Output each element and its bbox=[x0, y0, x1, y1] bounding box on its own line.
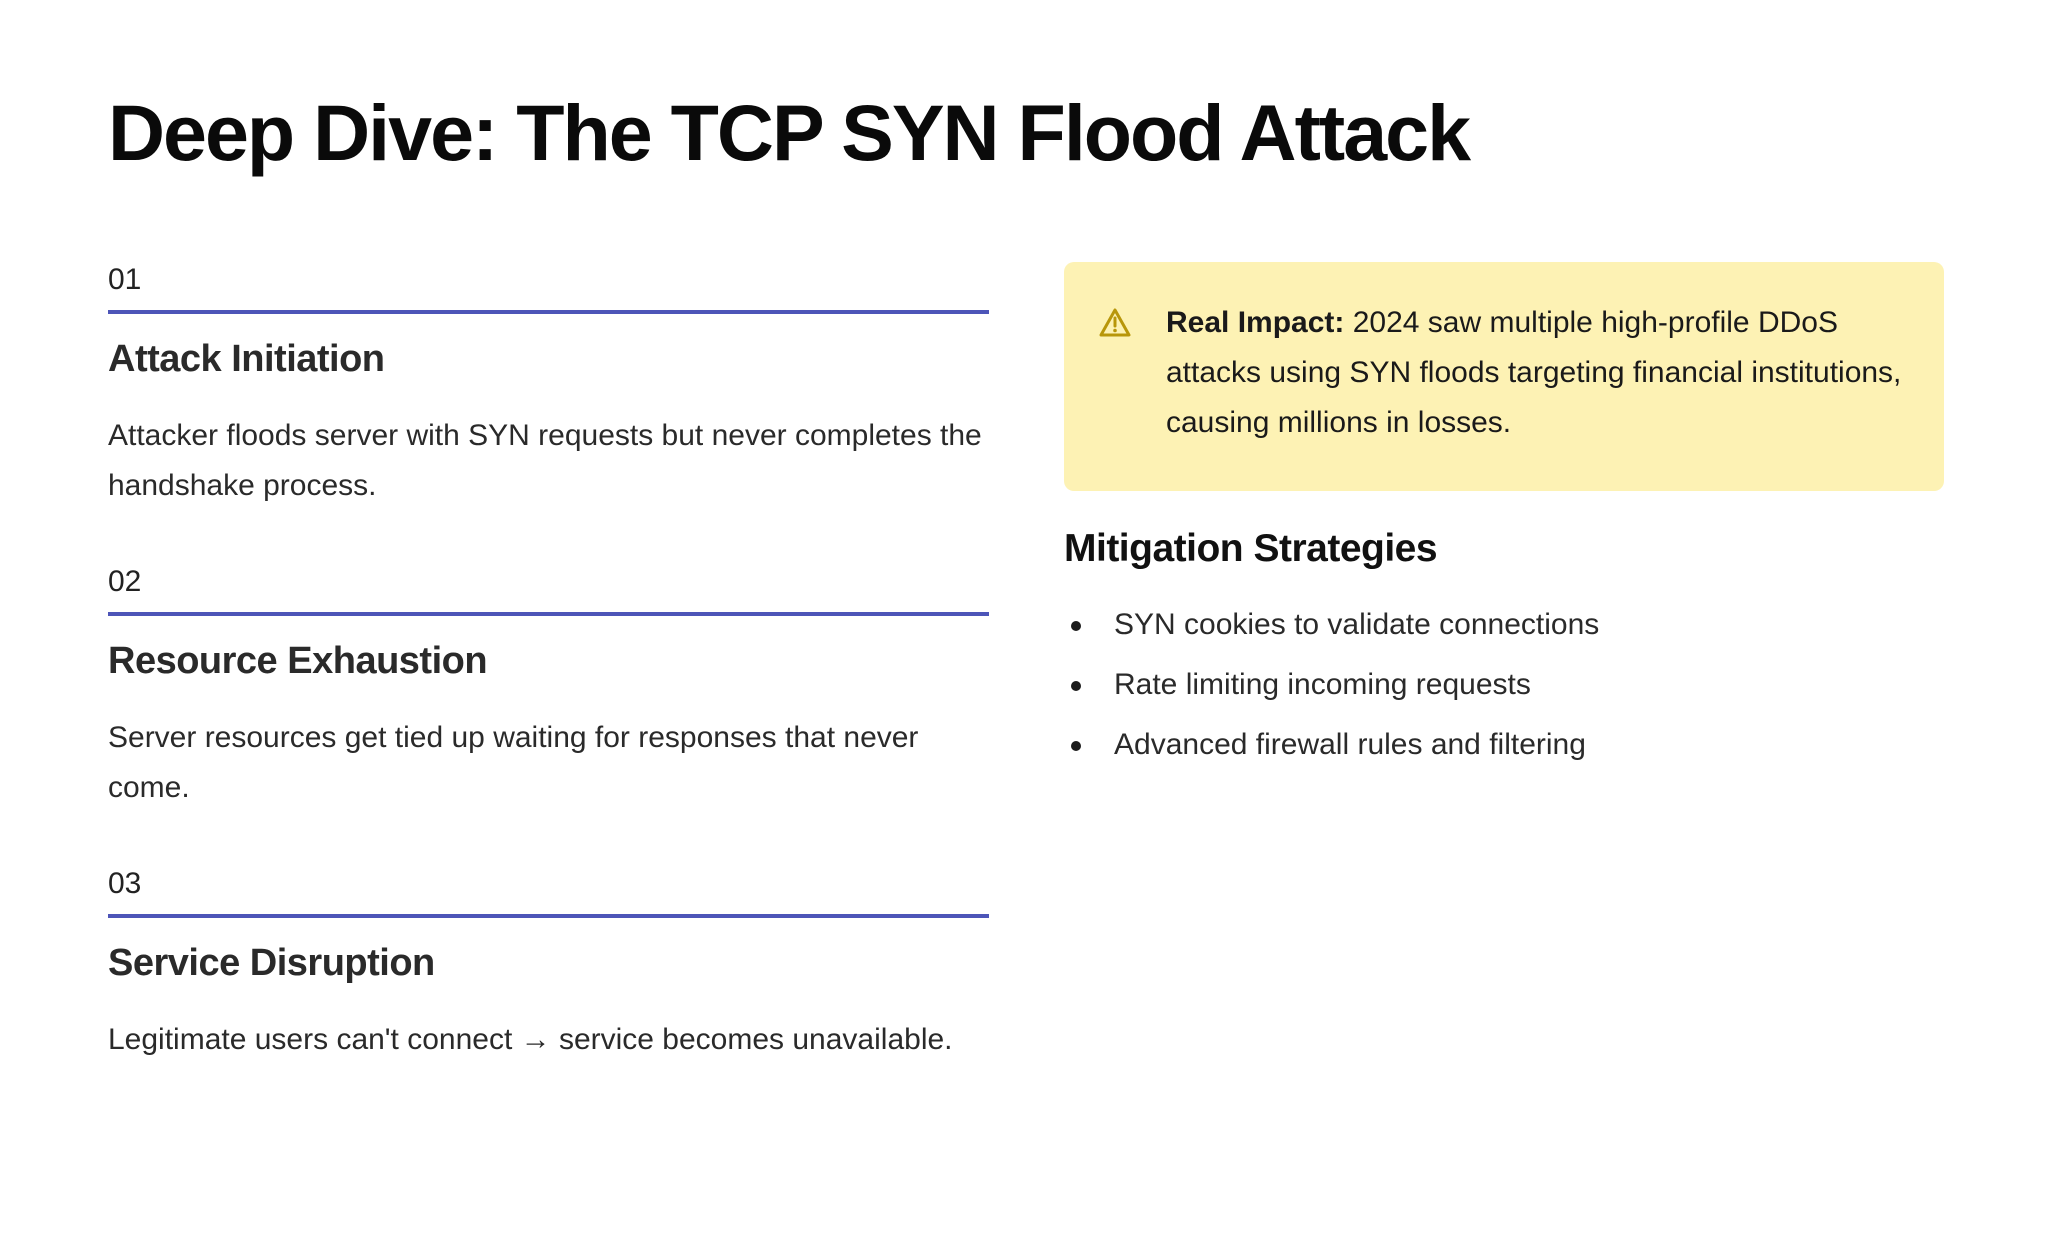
list-item bbox=[1064, 605, 1944, 645]
step-title: Attack Initiation bbox=[108, 338, 385, 380]
step-description: Legitimate users can't connect → service becomes unavailable. bbox=[108, 1023, 953, 1056]
list-item bbox=[1064, 725, 1944, 765]
list-item-text: Advanced firewall rules and filtering bbox=[1114, 728, 1586, 761]
step-number: 02 bbox=[108, 565, 142, 598]
step-number: 03 bbox=[108, 867, 142, 900]
callout-text bbox=[1166, 298, 1926, 448]
step-attack-initiation bbox=[108, 262, 989, 511]
mitigation-list bbox=[1064, 605, 1944, 785]
list-item-text: Rate limiting incoming requests bbox=[1114, 668, 1531, 701]
step-title: Service Disruption bbox=[108, 942, 435, 984]
bullet-icon bbox=[1071, 681, 1081, 691]
step-service-disruption bbox=[108, 866, 989, 1065]
bullet-icon bbox=[1071, 741, 1081, 751]
bullet-icon bbox=[1071, 621, 1081, 631]
step-number: 01 bbox=[108, 263, 142, 296]
callout-body: 2024 saw multiple high-profile DDoS attacks using SYN floods targeting financial institutions, causing millions in losses. bbox=[1166, 306, 1902, 439]
step-title: Resource Exhaustion bbox=[108, 640, 488, 682]
step-description: Server resources get tied up waiting for responses that never come. bbox=[108, 721, 919, 804]
mitigation-heading: Mitigation Strategies bbox=[1064, 527, 1438, 570]
step-divider bbox=[108, 612, 989, 616]
page-title: Deep Dive: The TCP SYN Flood Attack bbox=[108, 88, 1470, 177]
list-item bbox=[1064, 665, 1944, 705]
step-divider bbox=[108, 914, 989, 918]
step-resource-exhaustion bbox=[108, 564, 989, 813]
list-item-text: SYN cookies to validate connections bbox=[1114, 608, 1600, 641]
real-impact-callout bbox=[1064, 262, 1944, 491]
step-divider bbox=[108, 310, 989, 314]
step-description: Attacker floods server with SYN requests but never completes the handshake process. bbox=[108, 419, 982, 502]
warning-icon bbox=[1098, 307, 1132, 339]
callout-label: Real Impact: bbox=[1166, 306, 1345, 339]
